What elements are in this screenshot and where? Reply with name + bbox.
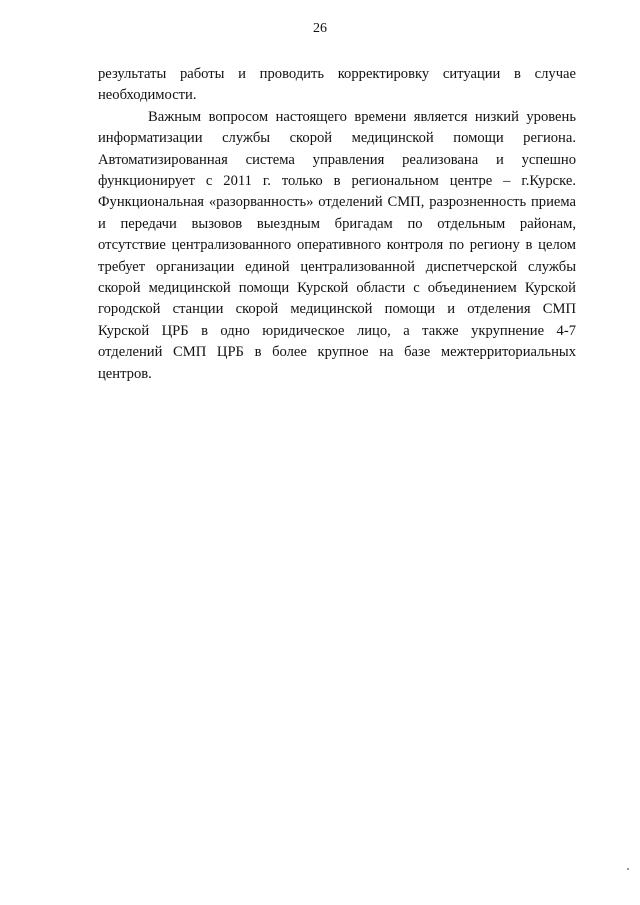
text-line: Курской ЦРБ в одно юридическое лицо, а также укрупнение 4-7 [98,322,576,339]
text-line: скорой медицинской помощи Курской области с объединением Курской [98,280,576,297]
text-line: центров. [98,365,152,382]
text-line: Автоматизированная система управления реализована и успешно [98,151,576,168]
scan-speck [627,868,629,870]
paragraph-1 [98,64,576,107]
text-line: результаты работы и проводить корректировку ситуации в случае [98,66,576,82]
text-line: Функциональная «разорванность» отделений СМП, разрозненность приема [98,194,576,211]
text-line: и передачи вызовов выездным бригадам по отдельным районам, [98,215,576,232]
text-line: информатизации службы скорой медицинской помощи региона. [98,130,576,147]
text-line: функционирует с 2011 г. только в региональном центре – г.Курске. [98,173,576,190]
page-number: 26 [313,21,327,36]
text-line: Важным вопросом настоящего времени является низкий уровень [148,108,576,125]
text-line: необходимости. [98,87,197,104]
text-line: требует организации единой централизованной диспетчерской службы [98,258,576,275]
text-line: отсутствие централизованного оперативного контроля по региону в целом [98,237,576,254]
text-line: городской станции скорой медицинской помощи и отделения СМП [98,301,576,318]
text-line: отделений СМП ЦРБ в более крупное на базе межтерриториальных [98,344,576,361]
body-text [98,64,576,385]
paragraph-2 [98,107,576,385]
